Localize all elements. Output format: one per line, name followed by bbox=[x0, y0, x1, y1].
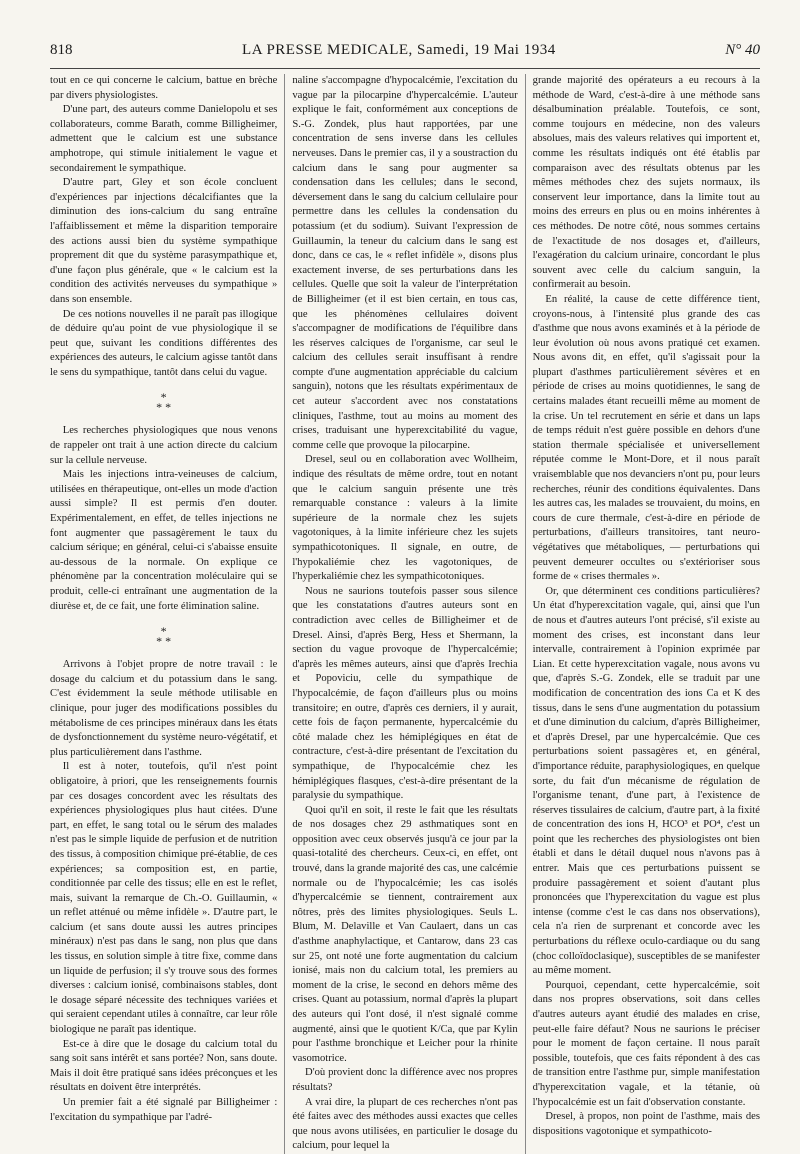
paragraph: Dresel, seul ou en collaboration avec Wollheim, indique des résultats de même ordre, tout en notant que le calcium sanguin présente une très remarquable constance : valeurs à la limite supérieure de la normale chez les sujets vagotoniques, à la limite inférieure chez les sujets sympathicotoniques. Il signale, en outre, de l'hypokaliémie chez les vagotoniques, de l'hyperkaliémie chez les sympathicotoniques. bbox=[292, 454, 518, 583]
paragraph: Dresel, à propos, non point de l'asthme, mais des dispositions vagotonique et sympathicoto- bbox=[532, 1111, 760, 1137]
paragraph: Est-ce à dire que le dosage du calcium total du sang soit sans intérêt et sans portée? Non, sans doute. Mais il doit être pratiqué sans idées préconçues et les résultats en doivent être interprétés. bbox=[50, 1038, 278, 1094]
paragraph: Les recherches physiologiques que nous venons de rappeler ont trait à une action directe du calcium sur la cellule nerveuse. bbox=[50, 425, 278, 466]
paragraph: D'une part, des auteurs comme Danielopolu et ses collaborateurs, comme Barath, comme Billigheimer, admettent que le calcium est une substance amphotrope, qui stimule initialement le vague et secondairement le sympathique. bbox=[50, 104, 278, 174]
paragraph: Or, que déterminent ces conditions particulières? Un état d'hyperexcitation vagale, qui, ainsi que l'un de nous et d'autres auteurs l'ont précisé, s'il existe au moment des crises, est inconstant dans leur intervalle, contrairement à l'opinion exprimée par Lian. Et cette hyperexcitation vagale, nous avons vu que, d'après S.-G. Zondek, elle se traduit par une modification de concentration des ions Ca et K des tissus, dans le sens d'une augmentation du potassium et d'une diminution du calcium, d'après Billigheimer, et d'après Dresel, par une hypercalcémie. Que ces perturbations soient passagères et, en général, d'importance réduite, paraphysiologiques, en quelque sorte, du fait d'un mécanisme de régulation de l'organisme tenant, d'une part, à l'existence de réserves tissulaires de calcium, d'autre part, à la fixité de concentration des ions H, HCO³ et PO⁴, c'est un point que les recherches des physiologistes ont bien établi et dans le détail duquel nous n'avons pas à entrer. Mais que ces perturbations puissent se produire passagèrement et soient d'autant plus prononcées que l'hyperexcitation du vague est plus intense (comme c'est le cas dans nos observations), cela n'a rien de surprenant et concorde avec les perturbations du réflexe oculo-cardiaque ou du sang (choc colloïdoclasique), susceptibles de se manifester au même moment. bbox=[532, 585, 760, 977]
journal-title: LA PRESSE MEDICALE, Samedi, 19 Mai 1934 bbox=[242, 42, 556, 58]
paragraph: tout en ce qui concerne le calcium, battue en brèche par divers physiologistes. bbox=[50, 75, 278, 101]
paragraph: Un premier fait a été signalé par Billigheimer : l'excitation du sympathique par l'adré- bbox=[50, 1097, 278, 1123]
page-number: 818 bbox=[50, 42, 73, 58]
paragraph: Il est à noter, toutefois, qu'il n'est point obligatoire, à priori, que les renseignements fournis par ces dosages concordent avec les résultats des expériences physiologiques plus haut citées. D'une part, en effet, le sang total ou le sérum des malades n'est pas le simple liquide de perfusion et de nutrition des tissus, à composition chimique pré-établie, de ces expériences; sa composition est, en partie, conditionnée par celle des tissus; elle en est le reflet, mais, suivant la remarque de Ch.-O. Guillaumin, « un reflet atténué ou même infidèle ». D'autre part, le calcium (et sans doute aussi les autres principes minéraux) n'est pas dans le sang, non plus que dans les tissus, en solution simple à titre fixe, comme dans un liquide de perfusion; il s'y trouve sous des formes diverses : calcium ionisé, combinaisons stables, dont le dosage séparé nécessite des techniques variées et qui seraient cependant utiles à connaître, car leur rôle biologique ne paraît pas identique. bbox=[50, 761, 278, 1036]
paragraph: En réalité, la cause de cette différence tient, croyons-nous, à l'intensité plus grande des cas d'asthme que nous avons examinés et à la période de leur évolution où nous avons pratiqué cet examen. Nous avons dit, en effet, qu'il s'agissait pour la plupart d'asthmes particulièrement sévères et en période de crises au moins quotidiennes, le sang de certains malades étant recueilli même au moment de la crise. Un tel recrutement en série et dans un laps de temps réduit n'est guère possible en dehors d'une station thermale spécialisée et universellement réputée comme le Mont-Dore, et il nous paraît vraisemblable que nos devanciers n'ont pu, pour leurs recherches, réunir des conditions équivalentes. Dans les autres cas, les malades se trouvaient, du moins, en cours de cure thermale, c'est-à-dire en période de perturbations, d'ailleurs transitoires, tant neuro-végétatives que métaboliques, — perturbations qui peuvent demeurer occultes ou s'extérioriser sous forme de « crises thermales ». bbox=[532, 293, 760, 583]
paragraph: Arrivons à l'objet propre de notre travail : le dosage du calcium et du potassium dans le sang. C'est évidemment la seule méthode utilisable en clinique, pour juger des modifications possibles du métabolisme de ces principes minéraux dans les états de dysfonctionnement du système neuro-végétatif, et plus particulièrement dans l'asthme. bbox=[50, 659, 278, 758]
paragraph: Mais les injections intra-veineuses de calcium, utilisées en thérapeutique, ont-elles un mode d'action aussi simple? Il est permis d'en douter. Expérimentalement, en effet, de telles injections ne font augmenter que passagèrement le taux du calcium sérique; en général, celui-ci s'abaisse ensuite au-dessous de la normale. On explique ce phénomène par la concentration moléculaire qui se produit, celle-ci entraînant une augmentation de la diurèse et, de ce fait, une forte élimination saline. bbox=[50, 469, 278, 612]
paragraph: D'où provient donc la différence avec nos propres résultats? bbox=[292, 1067, 518, 1093]
paragraph: De ces notions nouvelles il ne paraît pas illogique de déduire qu'au point de vue physiologique il se peut que, suivant les conditions différentes des expériences des auteurs, le calcium agisse tantôt dans le sens du sympathique, tantôt dans celui du vague. bbox=[50, 308, 278, 378]
column-right bbox=[533, 74, 760, 1154]
paragraph: Quoi qu'il en soit, il reste le fait que les résultats de nos dosages chez 29 asthmatiques sont en opposition avec ceux observés jusqu'à ce jour par la quasi-totalité des chercheurs. Ceux-ci, en effet, ont trouvé, dans la grande majorité des cas, une calcémie normale ou de l'hypocalcémie; les cas isolés d'hypercalcémie se tiennent, contrairement aux nôtres, près des limites physiologiques. Seuls L. Blum, M. Delaville et Van Caulaert, dans un cas d'asthme anaphylactique, et Cantarow, dans 23 cas sur 25, ont noté une forte augmentation du calcium ionisé, mais non du calcium total, les premiers au moment de la crise, le second en dehors même des crises. Quant au potassium, normal d'après la plupart des auteurs qui l'ont dosé, il n'est signalé comme augmenté, ainsi que le quotient K/Ca, que par Kylin pour l'asthme bronchique et Leicher pour la rhinite vasomotrice. bbox=[292, 804, 518, 1064]
paragraph: naline s'accompagne d'hypocalcémie, l'excitation du vague par la pilocarpine d'hypercalcémie. L'auteur explique le fait, conformément aux conceptions de S.-G. Zondek, plus haut rapportées, par une concentration de sens inverse dans les cellules nerveuses. Dans le premier cas, il y a soustraction du calcium dans le sang pour augmenter sa condensation dans les cellules; dans le second, déversement dans le sang du calcium cellulaire pour permettre dans les cellules la condensation du potassium (et du sodium). Suivant l'expression de Guillaumin, la teneur du calcium dans le sang est donc, dans ce cas, le « reflet infidèle », disons plus exactement inverse, de ses perturbations dans les cellules. Quelle que soit la valeur de l'interprétation de Billigheimer (et il est bien certain, en tous cas, que les phénomènes cellulaires doivent s'accompagner de modifications de l'équilibre dans les réserves calciques de l'organisme, car seul le calcium des cellules serait insuffisant à rendre compte d'une augmentation appréciable du calcium sanguin), notons que les résultats expérimentaux de cet auteur s'accordent avec nos constatations cliniques, l'asthme, tout au moins au moment des crises, traduisant une hyperexcitabilité du vague, comme celle que provoque la pilocarpine. bbox=[292, 75, 518, 451]
paragraph: A vrai dire, la plupart de ces recherches n'ont pas été faites avec des méthodes aussi exactes que celles que nous avons utilisées, en particulier le dosage du calcium, pour lequel la bbox=[292, 1096, 518, 1152]
page-header bbox=[50, 42, 760, 69]
paragraph: Nous ne saurions toutefois passer sous silence que les constatations d'autres auteurs sont en contradiction avec celles de Billigheimer et de Dresel. Ainsi, d'après Berg, Hess et Shermann, la section du vague provoque de l'hypercalcémie; d'après les mêmes auteurs, ainsi que d'après Irechia et Popoviciu, celle du sympathique de l'hypocalcémie, de façon d'ailleurs plus ou moins transitoire; en outre, d'après ces derniers, il y aurait, cette fois de façon permanente, hypercalcémie du côté malade chez les hémiplégiques en état de contracture, c'est-à-dire présentant de l'excitation du sympathique, de l'hypocalcémie chez les hémiplégiques flasques, c'est-à-dire présentant de la paralysie du sympathique. bbox=[292, 585, 518, 802]
section-separator: * * * bbox=[156, 390, 172, 415]
paragraph: grande majorité des opérateurs a eu recours à la méthode de Ward, c'est-à-dire à une méthode sans désalbumination préalable. Toutefois, ce sont, comme toujours en médecine, non des valeurs absolues, mais des valeurs relatives qui importent et, comme les résultats indiqués ont été établis par comparaison avec des résultats obtenus par les mêmes méthodes chez des sujets normaux, ils conservent leur importance, dans la limite tout au moins des erreurs en plus ou en moins inhérentes à ces méthodes. De notre côté, nous sommes certains de l'exactitude de nos dosages et, d'ailleurs, l'exagération du calcium urinaire, concordant le plus souvent avec celle du calcium sanguin, la confirmerait au besoin. bbox=[532, 75, 760, 291]
column-left bbox=[50, 74, 277, 1154]
section-separator: * * * bbox=[156, 624, 172, 649]
article-body bbox=[50, 74, 760, 1152]
paragraph: Pourquoi, cependant, cette hypercalcémie, soit dans nos propres observations, soit dans celles d'autres auteurs ayant étudié des malades en crise, peut-elle faire défaut? Nous ne saurions le préciser pour le moment de façon certaine. Il nous paraît possible, toutefois, que ces faits répondent à des cas de transition entre l'asthme pur, simple manifestation d'hyperexcitation vagale, et la tétanie, où l'hypocalcémie est un fait d'observation constante. bbox=[532, 979, 760, 1108]
issue-number: N° 40 bbox=[725, 42, 760, 58]
column-middle bbox=[284, 74, 525, 1154]
paragraph: D'autre part, Gley et son école concluent d'expériences par injections décalcifiantes que la diminution des ions-calcium du sang entraîne l'affaiblissement et même la disparition temporaire des actions aussi bien du système sympathique proprement dit que du système parasympathique et, d'une façon plus générale, que « le calcium est la condition des activités nerveuses du sympathique » dans son ensemble. bbox=[50, 177, 278, 305]
